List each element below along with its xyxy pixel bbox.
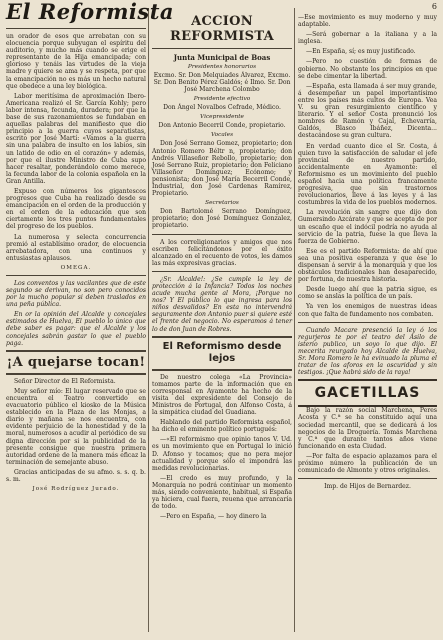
article-paragraph: Señor Director de El Reformista. [14, 377, 116, 385]
article-paragraph: De nuestro colega «La Provincia» tomamos parte de la información que en corresponsal en Ayamonte ha hecho de la visita del expresidente del Consejo de Ministros de Portugal, don Alfonso Costa, á la simpática ciudad del Guadiana. [152, 373, 292, 417]
article-paragraph: —Ese movimiento es muy moderno y muy adaptable. [298, 14, 437, 29]
divider [152, 271, 292, 272]
article-paragraph: La numerosa y selecta concurrencia premió al establísimo orador, de elocuencia arrebatadora, con una continuos y entusiastas aplausos. [6, 233, 146, 262]
article-paragraph: La revolución sin sangre que dijo don Gumersindo Azcárate y que se acepta de por un escaño que el indócil podría no ayuda al servicio de la patria, fuese la que lleva la fuerza de Gobierno. [298, 209, 437, 245]
column-right [298, 0, 437, 634]
article-paragraph: Desde luego ahí que la patria sigue, es como se anslas la política de un país. [298, 286, 437, 301]
article-paragraph: Muy señor mío: El lugar reservado que se encuentra el Teatro convertido en evacuatorio público el kiosko de la Música establecido en la Plaza de las Monjas, a diario y mañana se nos encuentra, con evidente perjuicio de la honestidad y de la moral, numerosos a acudir al periódico de su digna dirección por si la publicidad de la presente consigue que nuestra primera autoridad ordene de la manera más eficaz la terminación de semejante abuso. [6, 387, 146, 466]
article-paragraph: Bajo la razón social Marchena, Peres Acosta y C.ª se ha constituido aquí una sociedad mercantil, que se dedicará á los negocios de la Droguería. Tomás Marchena y C.ª que durante tantos años viene funcionando en esta Ciudad. [298, 407, 437, 450]
article-paragraph: En verdad cuanto dice el Sr. Costa, á quien tuvo la satisfacción de saludar el jefe provincial de nuestro partido, accidentalmente en Ayamonte: el Reformismo es un movimiento del pueblo español hacia una política francamente progresiva, que sin trastornos revolucionarios, lleve á las leyes y á las costumbres la vida de los pueblos modernos. [298, 142, 437, 207]
italic-note: Los conventos y las vacilantes que de este segundo se derivan, no son pero conocidos por la mucho popular si deben traslados en una peña pública. [6, 279, 146, 309]
role-label: Secretarios [205, 200, 239, 207]
divider [6, 275, 146, 276]
article-paragraph: —España, esta llamada á ser muy grande, á desempeñar un papel importantísimo entre los países más cultos de Europa. Vea V. su gran resurgimiento científico y literario. Y el señor Costa pronunció los nombres de Ramón y Cajal, Echevarría, Galdós, Blasco Ibáñez, Dicenta... destacándose su gran cultura. [298, 82, 437, 140]
article-paragraph: —Por falta de espacio aplazamos para el próximo número la publicación de un comunicado de Almonte y otros originales. [298, 452, 437, 475]
italic-note: En or la opinión del Alcalde y concejales estimados de Huelva, El pueblo lo único que debe saber es pagar: que el Alcalde y los concejales sabrán gastar lo que el pueblo paga. [6, 311, 146, 347]
article-paragraph: —En España, sí; es muy justificado. [306, 48, 416, 56]
article-signature: José Rodríguez Jurado. [32, 486, 120, 493]
section-heading: ACCION REFORMISTA [170, 14, 274, 44]
article-paragraph: —Será gobernar a la italiana y a la inglesa. [298, 31, 437, 46]
member-list: Don José Serrano Gomez, propietario; don Antonio Romero Béltr n, propietario; don Andrés Villaseñor Rebollo, propietario; don José Serrano Ruiz, propietario; don Feliciano Villaseñor Domínguez; Ecónomo; y pensionista; don José María Becerril Conde, Industrial, don José Cardenas Ramírez, Propietario. [152, 140, 292, 198]
article-paragraph: Labor meritísima de aproximación Ibero-Americana realizó el Sr. García Kohly; pero labor intensa, fecunda, duradera; por que la base de sus razonamientos se fundaban en aquellas palabras del manifiesto que dio principio a la guerra cuyos separatistas, escrito por José Martí: «Vamos a la guerra sin una palabra de insulto en los labios, sin un latido de odio en el corazón» y además, por que el ilustre Ministro de Cuba supo hacer resaltar, ponderándolo como merece, la fecunda labor de la colonia española en la Gran Antilla. [6, 92, 146, 185]
italic-note: Cuando Macare presenció la ley ó los regurjeros te por el teatro del Asilo de isterio publico, un soyo lo que dijo. El mecerita reurgado hoy Alcalde de Huelva, Sr. Mora Romero le ha evinuado la pluma el tratar de los aforos en la oscuridad y sin testigos. ¡Que habrá sido de la raya! [298, 326, 437, 377]
article-heading: El Reformismo desde lejos [162, 340, 282, 364]
article-paragraph: —«El reformismo que opinio tanos V. Ud. es un movimiento que en Portugal lo inició D. Afonso y tocamos; que no pera mejor actualidad y porque sólo el impondrá las medidas revolucionarias. [152, 436, 292, 472]
article-paragraph: Gracias anticipadas de su afmo. s. s. q. b. s. m. [6, 468, 146, 483]
divider [6, 28, 146, 29]
article-signature: OMEGA. [60, 264, 92, 271]
article-paragraph: —El credo es muy profundo, y la Monarquía no podrá continuar un momento más, siendo conveniente, habitual, si España ya hiciera, cual fuera, reuena que arrancaría de todo. [152, 474, 292, 511]
article-paragraph: A los correligionarios y amigos que nos escriben felicitándonos por el éxito alcanzado en el recuento de votos, les damos las más expresivas gracias. [152, 238, 292, 267]
masthead-logo: El Reformista [6, 0, 175, 24]
divider [152, 369, 292, 371]
role-label: Presidentes honorarios [187, 64, 257, 70]
article-paragraph: un orador de esos que arrebatan con su elocuencia porque subyugan el espíritu del auditorio, y mucho más cuando se erige el representante de la Hija emancipada; con glorioso y tenáis las virtudes de la vieja madre y quiere se ama y se respeta, por que la emancipación no es más un hecho natural que obedece a una ley biológica. [6, 33, 146, 90]
article-paragraph: Hablando del partido Reformista español, ha dicho el eminente político portugués: [152, 419, 292, 434]
imprint-line: Imp. de Hijos de Bernardez. [324, 483, 411, 491]
page-number: 6 [431, 2, 437, 11]
column-left [6, 0, 175, 634]
column-divider [294, 8, 295, 632]
role-label: Presidente efectivo [193, 96, 251, 103]
divider [6, 350, 146, 352]
article-paragraph: —Pero no cuestión de formas de gobierno. No obstante los principios en que se debe cimentar la libertad. [298, 58, 437, 80]
member-list: Don Ángel Novalbos Cefrade, Médico. [163, 104, 281, 112]
divider [152, 336, 292, 338]
member-list: Excmo. Sr. Don Melquiades Álvarez, Excmo. Sr. Don Benito Pérez Galdós; é Ilmo. Sr. Don José Marchena Colombo [153, 72, 291, 94]
column-divider [148, 8, 149, 632]
article-paragraph: Ya ven los enemigos de nuestras ideas con que falta de fundamento nos combaten. [298, 303, 437, 318]
divider [6, 373, 146, 375]
divider [298, 322, 437, 323]
section-subheading: Junta Municipal de Boas [173, 53, 271, 62]
role-label: Vicepresidente [200, 114, 244, 121]
article-heading: ¡A quejarse tocan! [6, 354, 146, 370]
column-middle [152, 0, 292, 634]
italic-note: ¿Sr. Alcalde!: ¿Se cumple la ley de protección á la Infancia? Todos los noches acude mucha gente al Mora, ¡Porque no nos? Y El público lo que ingresa para los niños desvalidos? En esta no intervendrá seguramente don Antonio puer si quiere esté el frente del negocio. No esperamos á tener lo de don Juan de Robres. [152, 275, 292, 333]
gacetillas-heading-box [298, 379, 437, 407]
member-list: Don Antonio Becerril Conde, propietario. [158, 122, 286, 130]
role-label: Vocales [210, 132, 234, 139]
divider [298, 478, 437, 479]
section-heading: GACETILLAS [314, 385, 421, 402]
article-paragraph: —Pero en España, — hoy dinero la [160, 513, 267, 521]
article-paragraph: Ese es el partido Reformista: de ahí que sea una positiva esperanza y que ése lo dispensan á servir á la monarquía y que los obstáculos tradicionales han desaparecido, por fortuna, de nuestra historia. [298, 247, 437, 284]
divider [152, 48, 292, 49]
divider [152, 234, 292, 235]
member-list: Don Bartolomé Serrano Domínguez, propietario; don José Domínguez Gonzalez, propietario. [152, 208, 292, 230]
article-paragraph: Expuso con números los gigantescos progresos que Cuba ha realizado desde su emancipación en el orden de la producción y en el orden de la educación que son ciertamente los tres puntos fundamentales del progreso de los pueblos. [6, 187, 146, 231]
